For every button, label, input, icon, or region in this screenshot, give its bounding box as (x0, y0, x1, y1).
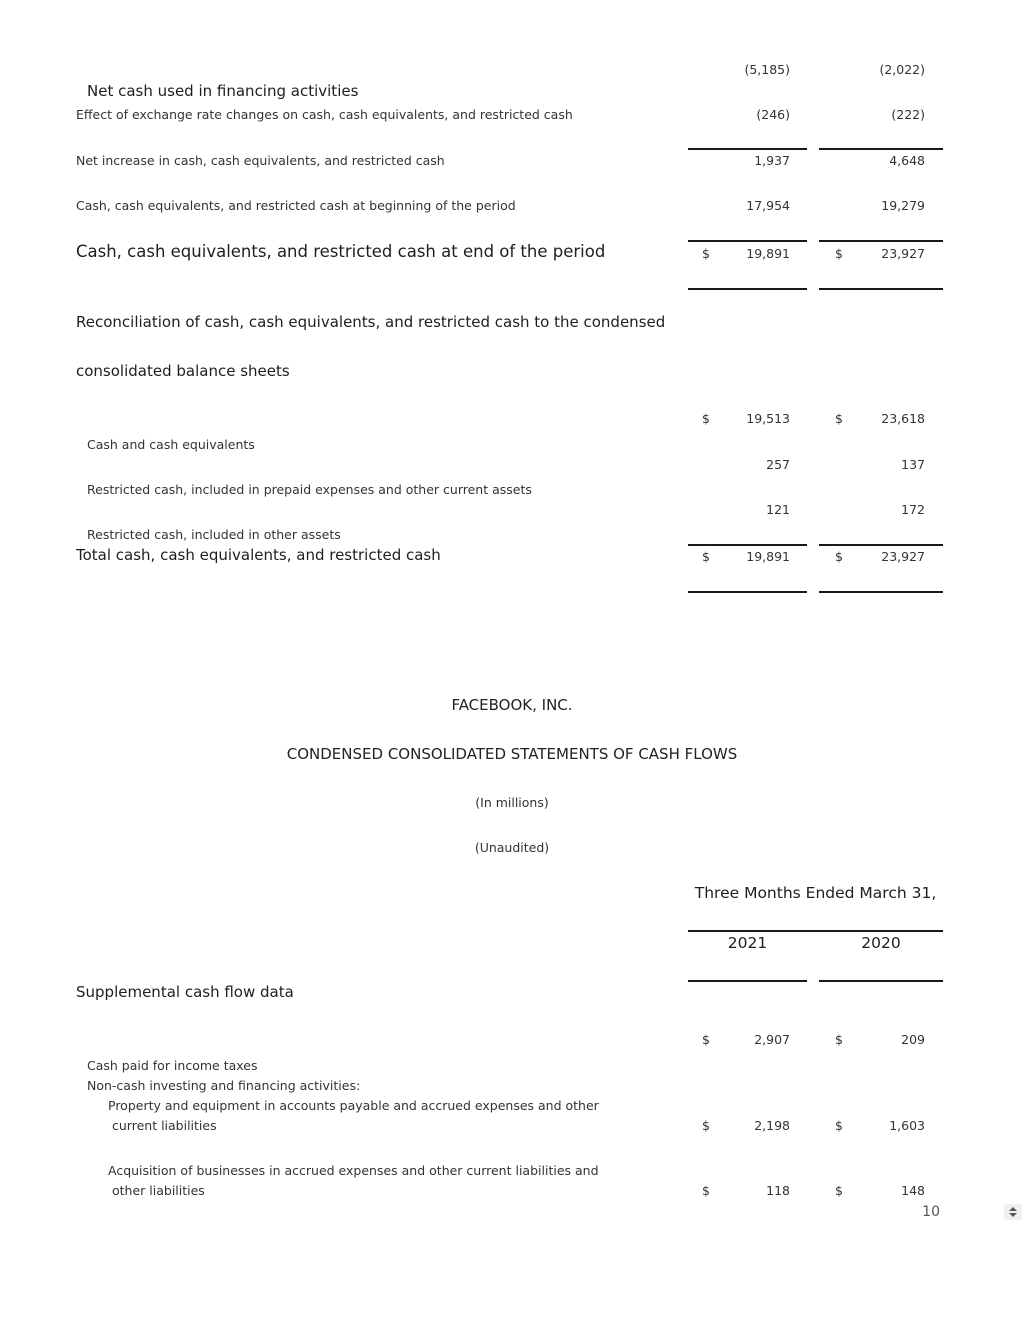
restricted-prepaid-2020: 137 (901, 457, 925, 472)
acquisition-2020: 148 (901, 1183, 925, 1198)
statement-title: CONDENSED CONSOLIDATED STATEMENTS OF CASH FLOWS (286, 745, 738, 763)
ppe-2021: 2,198 (754, 1118, 790, 1133)
acquisition-currency-2020: $ (835, 1183, 843, 1198)
ppe-label-line1: Property and equipment in accounts payable and accrued expenses and other (108, 1098, 599, 1113)
restricted-prepaid-2021: 257 (766, 457, 790, 472)
units-note: (In millions) (475, 795, 549, 810)
rule-period-header (688, 930, 943, 932)
rule-net-increase-2020 (819, 148, 943, 150)
page-number: 10 (922, 1204, 940, 1220)
rule-year-2021 (688, 980, 807, 982)
cash-equiv-currency-2021: $ (702, 411, 710, 426)
total-cash-label: Total cash, cash equivalents, and restricted cash (76, 546, 441, 564)
end-period-label: Cash, cash equivalents, and restricted cash at end of the period (76, 242, 606, 261)
supplemental-heading: Supplemental cash flow data (76, 983, 294, 1001)
ppe-label-line2: current liabilities (112, 1118, 217, 1133)
reconciliation-heading-line2: consolidated balance sheets (76, 362, 290, 380)
ppe-currency-2020: $ (835, 1118, 843, 1133)
income-taxes-2020: 209 (901, 1032, 925, 1047)
end-period-currency-2021: $ (702, 246, 710, 261)
beginning-cash-2020: 19,279 (881, 198, 925, 213)
income-taxes-currency-2020: $ (835, 1032, 843, 1047)
fx-effect-label: Effect of exchange rate changes on cash, cash equivalents, and restricted cash (76, 107, 573, 122)
rule-total-2020 (819, 544, 943, 546)
period-header: Three Months Ended March 31, (694, 884, 937, 902)
end-period-2021: 19,891 (746, 246, 790, 261)
total-currency-2020: $ (835, 549, 843, 564)
audit-status: (Unaudited) (474, 840, 550, 855)
rule-end-period-2020 (819, 240, 943, 242)
net-increase-2021: 1,937 (754, 153, 790, 168)
cash-equiv-2021: 19,513 (746, 411, 790, 426)
financing-value-2020: (2,022) (879, 62, 925, 77)
beginning-cash-2021: 17,954 (746, 198, 790, 213)
column-year-2021: 2021 (727, 934, 768, 952)
double-rule-total-2020 (819, 591, 943, 593)
ppe-2020: 1,603 (889, 1118, 925, 1133)
restricted-other-2020: 172 (901, 502, 925, 517)
rule-end-period-2021 (688, 240, 807, 242)
net-increase-label: Net increase in cash, cash equivalents, and restricted cash (76, 153, 445, 168)
rule-total-2021 (688, 544, 807, 546)
acquisition-2021: 118 (766, 1183, 790, 1198)
total-currency-2021: $ (702, 549, 710, 564)
income-taxes-2021: 2,907 (754, 1032, 790, 1047)
company-name: FACEBOOK, INC. (451, 696, 573, 714)
rule-year-2020 (819, 980, 943, 982)
restricted-prepaid-label: Restricted cash, included in prepaid expenses and other current assets (87, 482, 532, 497)
financing-value-2021: (5,185) (744, 62, 790, 77)
end-period-2020: 23,927 (881, 246, 925, 261)
beginning-cash-label: Cash, cash equivalents, and restricted cash at beginning of the period (76, 198, 516, 213)
income-taxes-label: Cash paid for income taxes (87, 1058, 258, 1073)
acquisition-label-line2: other liabilities (112, 1183, 205, 1198)
income-taxes-currency-2021: $ (702, 1032, 710, 1047)
noncash-heading: Non-cash investing and financing activities: (87, 1078, 361, 1093)
rule-net-increase-2021 (688, 148, 807, 150)
total-2021: 19,891 (746, 549, 790, 564)
double-rule-end-period-2020 (819, 288, 943, 290)
ppe-currency-2021: $ (702, 1118, 710, 1133)
net-cash-financing-label: Net cash used in financing activities (87, 82, 359, 100)
restricted-other-label: Restricted cash, included in other assets (87, 527, 341, 542)
double-rule-end-period-2021 (688, 288, 807, 290)
fx-effect-2021: (246) (756, 107, 790, 122)
end-period-currency-2020: $ (835, 246, 843, 261)
double-rule-total-2021 (688, 591, 807, 593)
acquisition-currency-2021: $ (702, 1183, 710, 1198)
reconciliation-heading-line1: Reconciliation of cash, cash equivalents, and restricted cash to the condensed (76, 313, 666, 331)
cash-equiv-currency-2020: $ (835, 411, 843, 426)
cash-equiv-2020: 23,618 (881, 411, 925, 426)
column-year-2020: 2020 (861, 934, 901, 952)
acquisition-label-line1: Acquisition of businesses in accrued expenses and other current liabilities and (108, 1163, 599, 1178)
restricted-other-2021: 121 (766, 502, 790, 517)
total-2020: 23,927 (881, 549, 925, 564)
net-increase-2020: 4,648 (889, 153, 925, 168)
fx-effect-2020: (222) (891, 107, 925, 122)
cash-equiv-label: Cash and cash equivalents (87, 437, 255, 452)
up-down-spinner-icon[interactable] (1004, 1204, 1022, 1220)
